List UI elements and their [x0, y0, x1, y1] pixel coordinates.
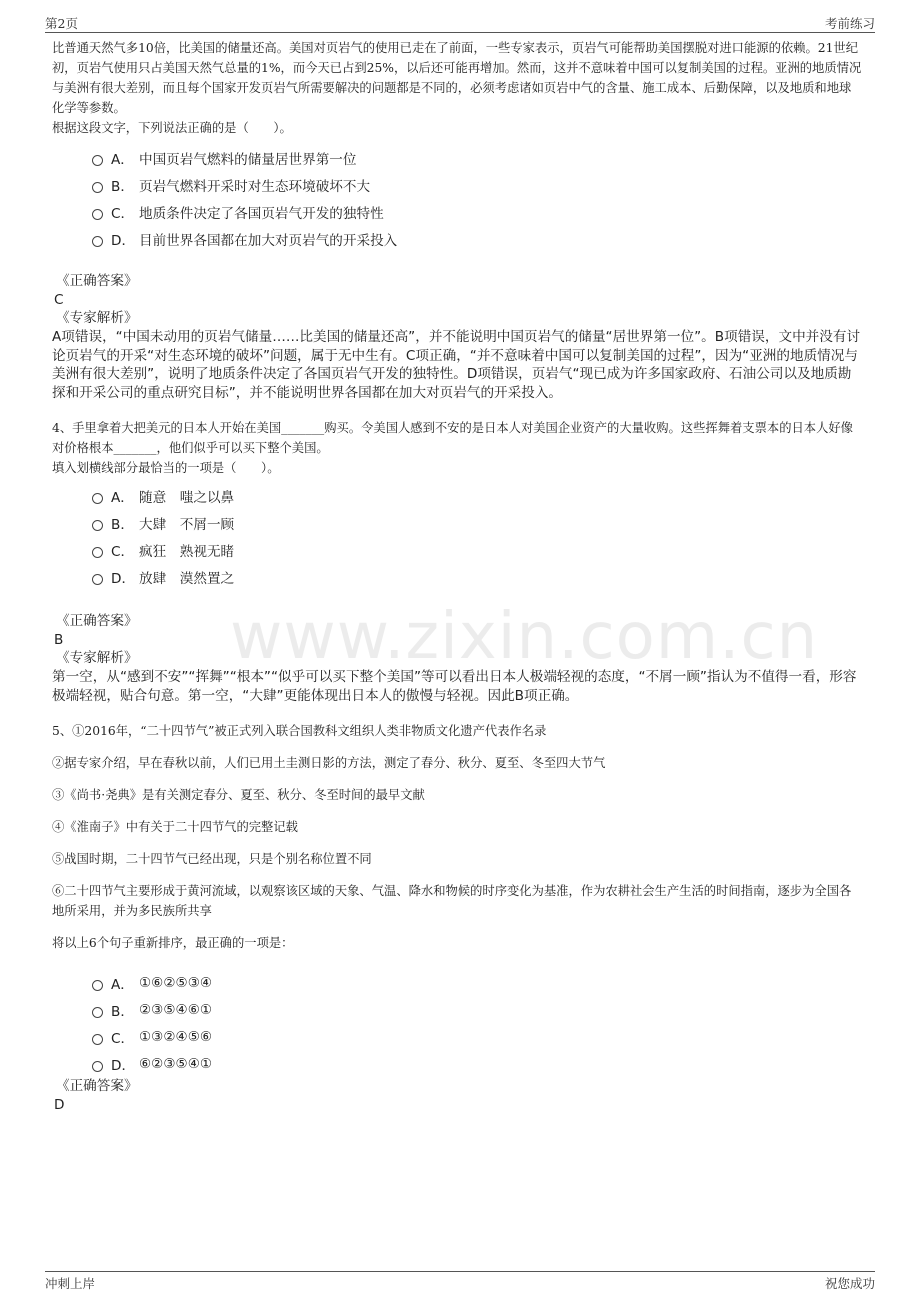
- page-content: [52, 38, 862, 1114]
- q4-analysis: 第一空，从“感到不安”“挥舞”“根本”“似乎可以买下整个美国”等可以看出日本人极端轻视的态度，“不屑一顾”指认为不值得一看，形容极端轻视，贴合句意。第一空，“大肆”更能体现出日本人的傲慢与轻视。因此B项正确。: [52, 669, 857, 704]
- q3-option-b[interactable]: B． 页岩气燃料开采时对生态环境破坏不大: [52, 171, 862, 198]
- q4-passage: 4、手里拿着大把美元的日本人开始在美国_______购买。令美国人感到不安的是日本人对美国企业资产的大量收购。这些挥舞着支票本的日本人好像对价格根本_______，他们似乎可以买下整个美国。: [52, 421, 853, 455]
- q5-option-a[interactable]: A． ①⑥②⑤③④: [52, 969, 862, 996]
- q4-option-c[interactable]: C． 疯狂 熟视无睹: [52, 536, 862, 563]
- radio-icon[interactable]: [92, 520, 103, 531]
- footer-left-text: 冲刺上岸: [45, 1276, 96, 1291]
- q5-sentence: ④《淮南子》中有关于二十四节气的完整记载: [52, 820, 298, 834]
- q4-option-d[interactable]: D． 放肆 漠然置之: [52, 563, 862, 590]
- q3-option-a[interactable]: A． 中国页岩气燃料的储量居世界第一位: [52, 144, 862, 171]
- q5-sentence: ⑤战国时期，二十四节气已经出现，只是个别名称位置不同: [52, 852, 372, 866]
- watermark: www.zixin.com.cn: [230, 600, 819, 674]
- q4-answer-label: 《正确答案》: [56, 613, 138, 629]
- footer-right-text: 祝您成功: [824, 1276, 875, 1291]
- radio-icon[interactable]: [92, 1034, 103, 1045]
- page-number: 第2页: [45, 16, 78, 31]
- radio-icon[interactable]: [92, 1061, 103, 1072]
- radio-icon[interactable]: [92, 236, 103, 247]
- radio-icon[interactable]: [92, 574, 103, 585]
- q3-passage: 比普通天然气多10倍，比美国的储量还高。美国对页岩气的使用已走在了前面，一些专家表示，页岩气可能帮助美国摆脱对进口能源的依赖。21世纪初，页岩气使用只占美国天然气总量的1%，而今天已占到25%，以后还可能再增加。然而，这并不意味着中国可以复制美国的过程。亚洲的地质情况与美洲有很大差别，而且每个国家开发页岩气所需要解决的问题都是不同的，必须考虑诸如页岩中气的含量、施工成本、后勤保障，以及地质和地球化学等参数。: [52, 41, 862, 115]
- q5-answer: D: [54, 1097, 65, 1113]
- q5-sentence: ②据专家介绍，早在春秋以前，人们已用土圭测日影的方法，测定了春分、秋分、夏至、冬至四大节气: [52, 756, 606, 770]
- q3-option-c[interactable]: C． 地质条件决定了各国页岩气开发的独特性: [52, 198, 862, 225]
- page-header: [45, 14, 875, 33]
- q5-option-d[interactable]: D． ⑥②③⑤④①: [52, 1050, 862, 1077]
- page-footer: [45, 1271, 875, 1292]
- q5-answer-label: 《正确答案》: [56, 1078, 138, 1094]
- q5-option-c[interactable]: C． ①③②④⑤⑥: [52, 1023, 862, 1050]
- q5-prompt: 将以上6个句子重新排序，最正确的一项是：: [52, 936, 294, 950]
- q5-title: 5、①2016年，“二十四节气”被正式列入联合国教科文组织人类非物质文化遗产代表作名录: [52, 724, 547, 738]
- radio-icon[interactable]: [92, 547, 103, 558]
- q3-analysis-label: 《专家解析》: [56, 310, 138, 326]
- q5-sentence: ⑥二十四节气主要形成于黄河流域，以观察该区域的天象、气温、降水和物候的时序变化为基准，作为农耕社会生产生活的时间指南，逐步为全国各地所采用，并为多民族所共享: [52, 884, 852, 918]
- q5-option-b[interactable]: B． ②③⑤④⑥①: [52, 996, 862, 1023]
- radio-icon[interactable]: [92, 493, 103, 504]
- radio-icon[interactable]: [92, 1007, 103, 1018]
- q4-option-a[interactable]: A． 随意 嗤之以鼻: [52, 482, 862, 509]
- q4-prompt: 填入划横线部分最恰当的一项是（ ）。: [52, 461, 280, 475]
- q3-answer-label: 《正确答案》: [56, 273, 138, 289]
- q4-option-b[interactable]: B． 大肆 不屑一顾: [52, 509, 862, 536]
- q3-option-d[interactable]: D． 目前世界各国都在加大对页岩气的开采投入: [52, 225, 862, 252]
- q3-prompt: 根据这段文字，下列说法正确的是（ ）。: [52, 121, 292, 135]
- radio-icon[interactable]: [92, 182, 103, 193]
- radio-icon[interactable]: [92, 209, 103, 220]
- q5-sentence: ③《尚书·尧典》是有关测定春分、夏至、秋分、冬至时间的最早文献: [52, 788, 425, 802]
- radio-icon[interactable]: [92, 980, 103, 991]
- q4-answer: B: [54, 632, 64, 648]
- header-title: 考前练习: [824, 16, 875, 31]
- q4-analysis-label: 《专家解析》: [56, 650, 138, 666]
- q3-analysis: A项错误，“中国未动用的页岩气储量……比美国的储量还高”，并不能说明中国页岩气的储量“居世界第一位”。B项错误，文中并没有讨论页岩气的开采“对生态环境的破坏”问题，属于无中生有。C项正确，“并不意味着中国可以复制美国的过程”，因为“亚洲的地质情况与美洲有很大差别”，说明了地质条件决定了各国页岩气开发的独特性。D项错误，页岩气“现已成为许多国家政府、石油公司以及地质勘探和开采公司的重点研究目标”，并不能说明世界各国都在加大对页岩气的开采投入。: [52, 329, 861, 401]
- radio-icon[interactable]: [92, 155, 103, 166]
- q3-answer: C: [54, 292, 64, 308]
